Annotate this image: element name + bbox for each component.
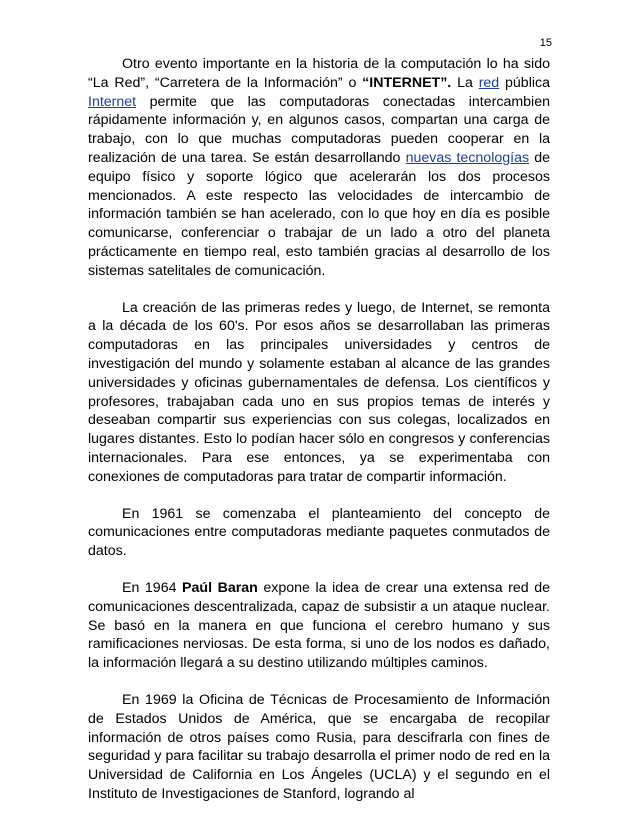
paul-baran-bold-name: Paúl Baran bbox=[182, 579, 258, 596]
paragraph-1964 bbox=[88, 579, 550, 673]
text-segment: En 1961 se comenzaba el planteamiento del concepto de comunicaciones entre computadoras mediante paquetes conmutados de datos. bbox=[88, 505, 550, 560]
text-segment: Otro evento importante en la historia de la computación lo ha sido “La Red”, “Carretera de la Información” o bbox=[88, 56, 550, 91]
text-segment: En 1964 bbox=[122, 579, 183, 596]
text-segment: La creación de las primeras redes y luego, de Internet, se remonta a la década de los 60's. Por esos años se desarrollaban las primeras computadoras en las principales universidades y centros de investigación del mundo y solamente estaban al alcance de las grandes universidades y oficinas gubernamentales de defensa. Los científicos y profesores, trabajaban cada uno en sus propios temas de interés y deseaban compartir sus experiencias con sus colegas, localizados en lugares distantes. Esto lo podían hacer sólo en congresos y conferencias internacionales. Para ese entonces, ya se experimentaba con conexiones de computadoras para tratar de compartir información. bbox=[88, 299, 550, 485]
text-segment: En 1969 la Oficina de Técnicas de Procesamiento de Información de Estados Unidos de América, que se encargaba de recopilar información de otros países como Rusia, para descifrarla con fines de seguridad y para facilitar su trabajo desarrolla el primer nodo de red en la Universidad de California en Los Ángeles (UCLA) y el segundo en el Instituto de Investigaciones de Stanford, logrando al bbox=[88, 691, 550, 802]
paragraph-1969 bbox=[88, 691, 550, 804]
document-body bbox=[88, 55, 550, 822]
paragraph-creacion-redes bbox=[88, 299, 550, 487]
paragraph-1961 bbox=[88, 505, 550, 561]
text-segment: de equipo físico y soporte lógico que acelerarán los dos procesos mencionados. A este respecto las velocidades de intercambio de información también se han acelerado, con lo que hoy en día es posible comunicarse, conferenciar o trabajar de un lado a otro del planeta prácticamente en tiempo real, esto también gracias al desarrollo de los sistemas satelitales de comunicación. bbox=[88, 149, 550, 279]
text-segment: permite que las computadoras conectadas intercambien rápidamente información y, en algunos casos, compartan una carga de trabajo, con lo que muchas computadoras pueden cooperar en la realización de una tarea. Se están desarrollando bbox=[88, 93, 550, 166]
text-segment: La bbox=[451, 74, 479, 91]
link-red[interactable]: red bbox=[478, 74, 500, 91]
paragraph-internet-intro bbox=[88, 55, 550, 281]
internet-bold-term: “INTERNET”. bbox=[362, 74, 452, 91]
link-internet[interactable]: Internet bbox=[88, 93, 137, 110]
text-segment: pública bbox=[499, 74, 550, 91]
page-number: 15 bbox=[539, 37, 552, 49]
text-segment: expone la idea de crear una extensa red de comunicaciones descentralizada, capaz de subsistir a un ataque nuclear. Se basó en la manera en que funciona el cerebro humano y sus ramificaciones nerviosas. De esta forma, si uno de los nodos es dañado, la información llegará a su destino utilizando múltiples caminos. bbox=[88, 579, 551, 672]
link-nuevas-tecnologias[interactable]: nuevas tecnologías bbox=[405, 149, 530, 166]
